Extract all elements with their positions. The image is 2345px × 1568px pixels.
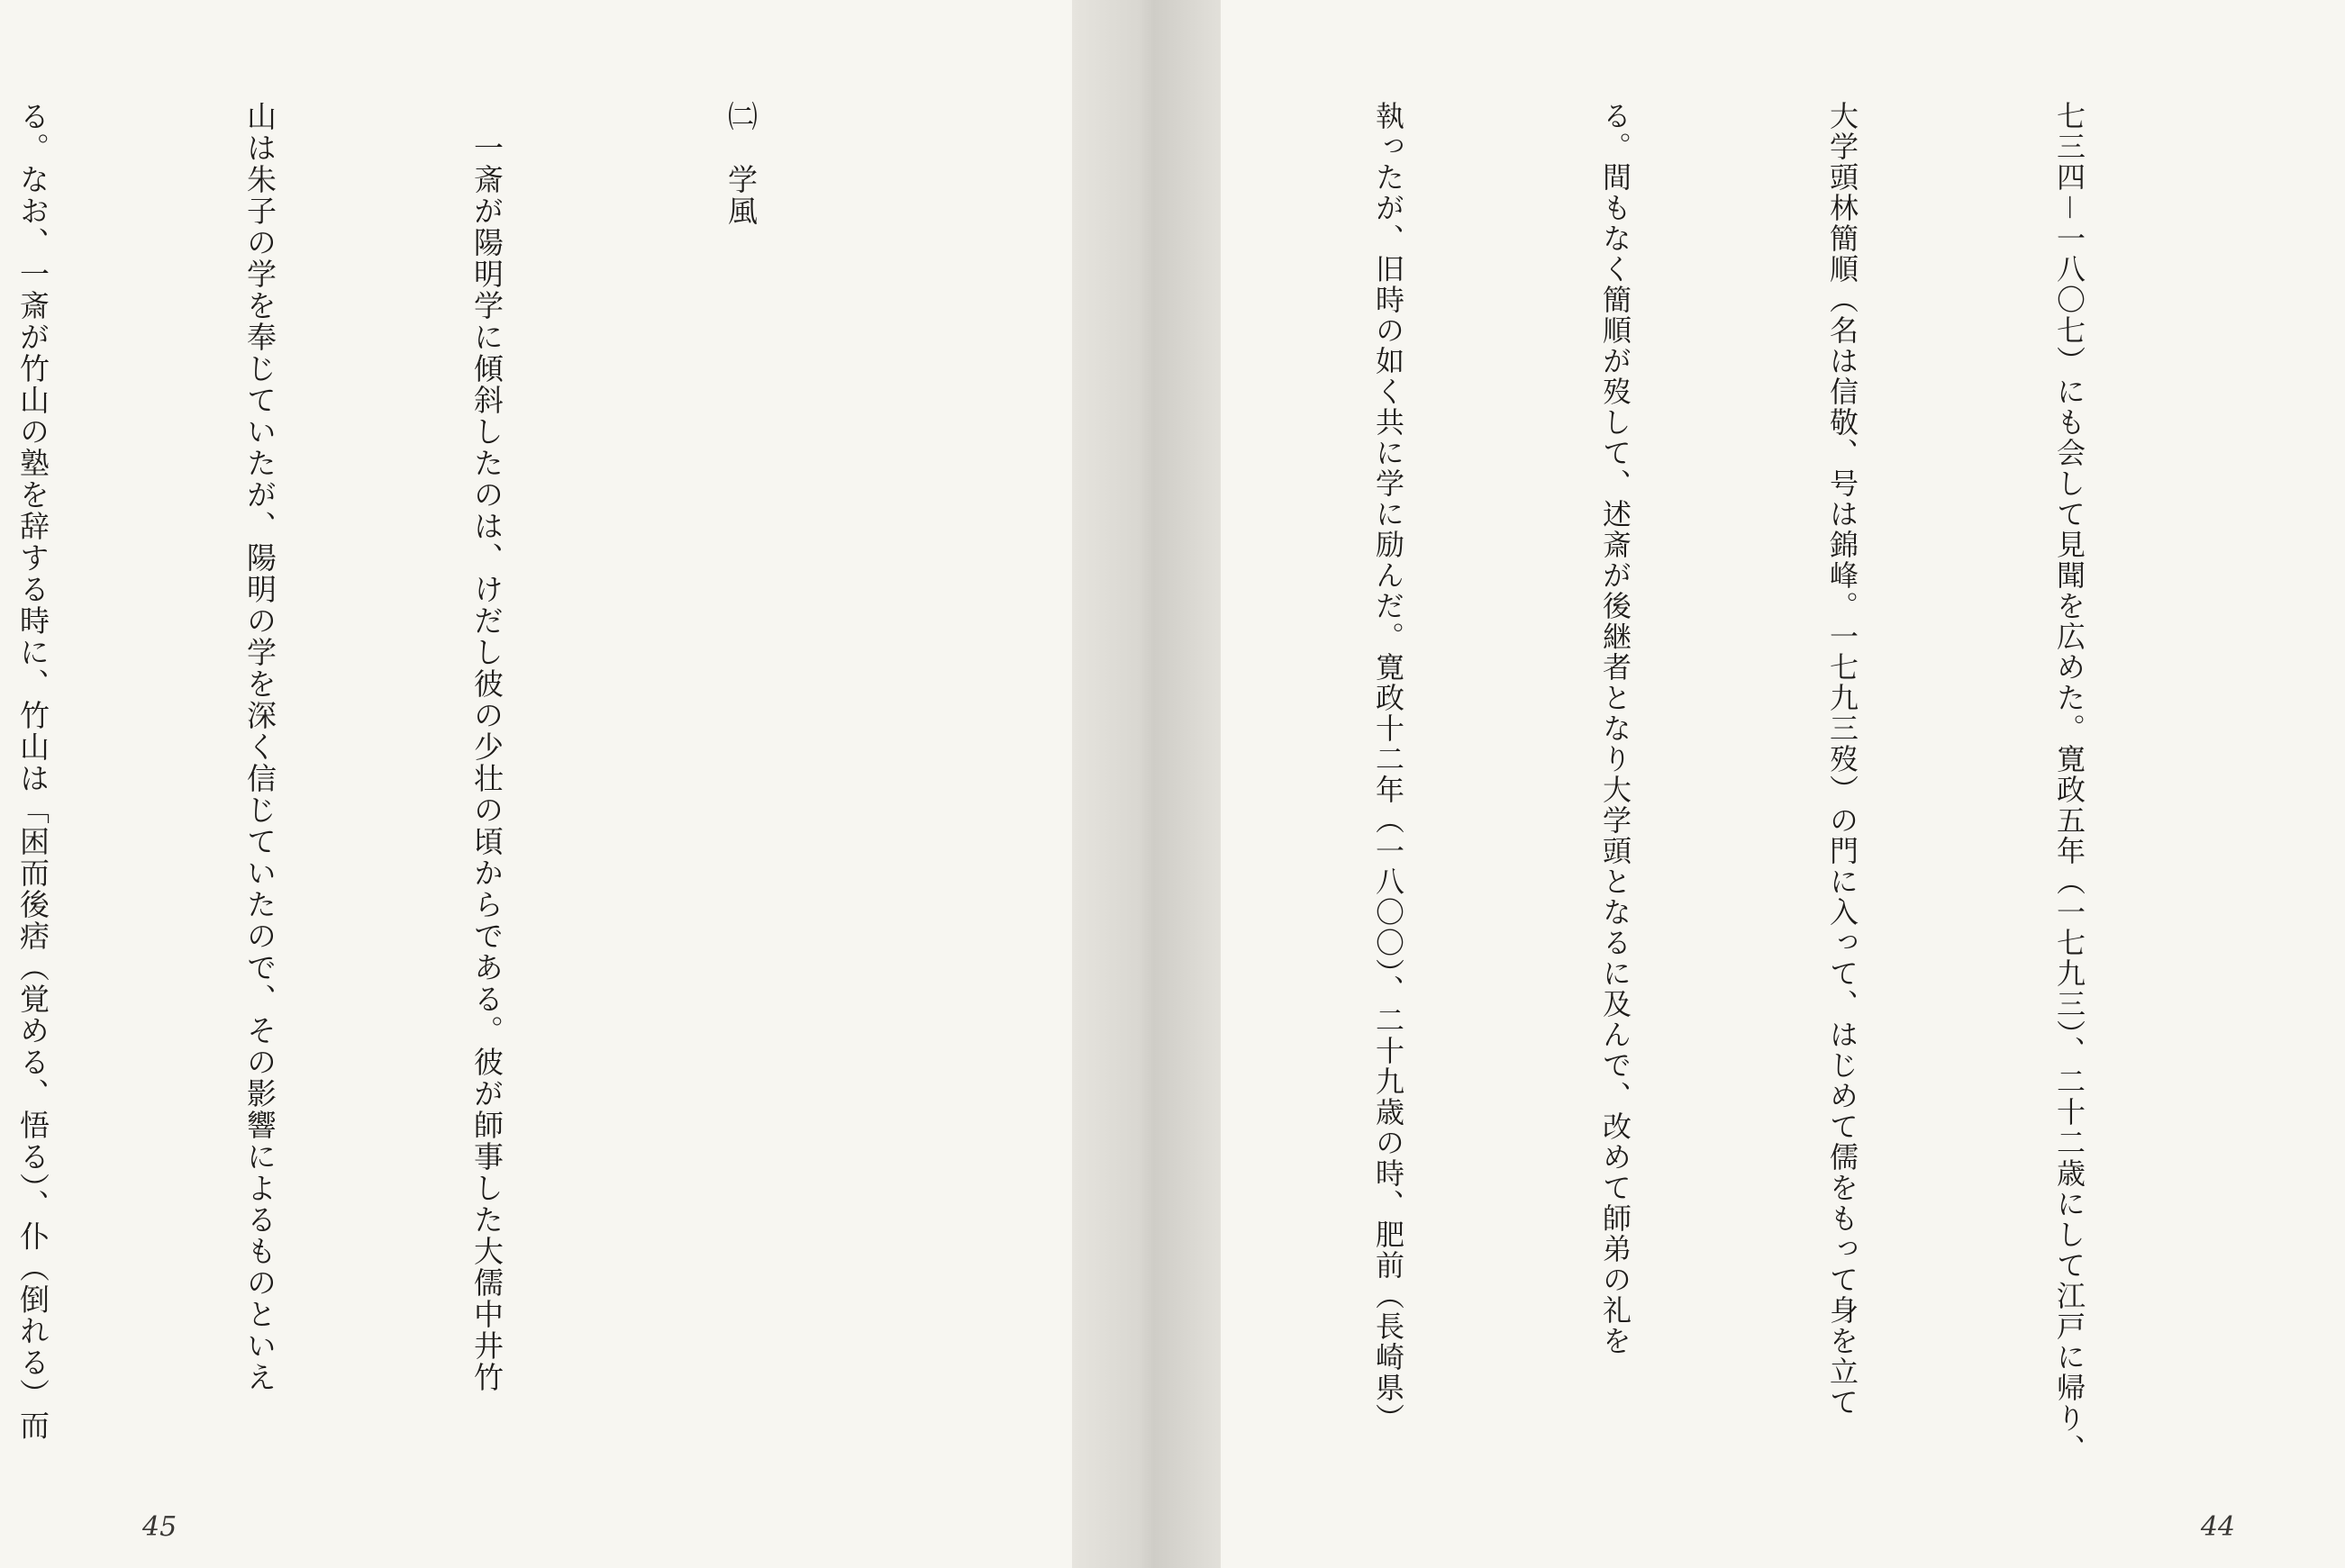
left-page-body-text — [0, 101, 930, 1470]
right-page-body-text — [1221, 101, 2259, 1470]
page-number-left: 45 — [142, 1511, 177, 1543]
book-gutter — [1072, 0, 1221, 1568]
text-line: 山は朱子の学を奉じていたが、陽明の学を深く信じていたので、その影響によるものといえ — [242, 101, 277, 1393]
left-page — [0, 0, 1072, 1568]
text-line: る。なお、一斎が竹山の塾を辞する時に、竹山は「困而後痞（覚める、悟る）、仆（倒れる）而 — [15, 101, 50, 1442]
page-number-right: 44 — [2200, 1511, 2235, 1543]
section-heading: ㈡ 学風 — [723, 101, 759, 227]
text-line: 執ったが、旧時の如く共に学に励んだ。寛政十二年（一八〇〇）、二十九歳の時、肥前（長崎県） — [1371, 101, 1405, 1434]
text-line: 七三四－一八〇七）にも会して見聞を広めた。寛政五年（一七九三）、二十二歳にして江戸に帰り、 — [2052, 101, 2086, 1464]
right-page — [1221, 0, 2345, 1568]
text-line: る。間もなく簡順が歿して、述斎が後継者となり大学頭となるに及んで、改めて師弟の礼を — [1598, 101, 1632, 1356]
text-line: 大学頭林簡順（名は信敬、号は錦峰。一七九三歿）の門に入って、はじめて儒をもって身を立て — [1825, 101, 1859, 1418]
text-line: 一斎が陽明学に傾斜したのは、けだし彼の少壮の頃からである。彼が師事した大儒中井竹 — [469, 101, 504, 1393]
